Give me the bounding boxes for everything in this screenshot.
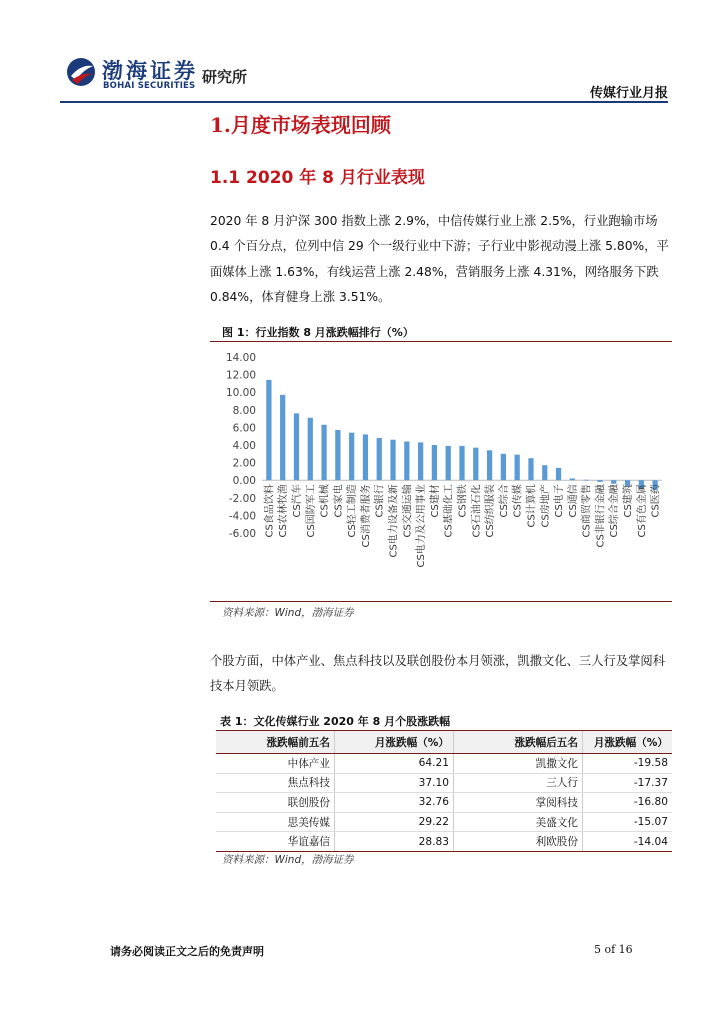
- bar: [321, 425, 326, 480]
- x-tick-label: CS基础化工: [443, 484, 455, 538]
- y-tick-label: -4.00: [228, 510, 256, 523]
- header-rule: [60, 101, 668, 103]
- y-tick-label: -2.00: [228, 492, 256, 505]
- top-stock-change: 32.76: [335, 793, 454, 813]
- bar: [570, 478, 575, 480]
- figure-top-rule: [210, 341, 672, 342]
- section-heading: 1.月度市场表现回顾: [210, 113, 391, 137]
- table-source: 资料来源：Wind，渤海证券: [222, 854, 354, 866]
- x-tick-label: CS银行: [374, 484, 386, 518]
- bar: [404, 441, 409, 480]
- figure-source: 资料来源：Wind，渤海证券: [222, 607, 354, 619]
- bar: [432, 445, 437, 480]
- x-tick-label: CS家电: [333, 484, 345, 518]
- x-tick-label: CS电力设备及新: [388, 484, 400, 558]
- page-number: 5 of 16: [594, 943, 633, 956]
- x-tick-label: CS通信: [567, 484, 579, 518]
- x-tick-label: CS钢铁: [457, 484, 469, 518]
- bottom-stock-name: 利欧股份: [454, 832, 583, 852]
- table-row: [216, 773, 672, 793]
- top-stock-change: 29.22: [335, 812, 454, 832]
- top-stock-change: 37.10: [335, 773, 454, 793]
- y-tick-label: 0.00: [232, 475, 256, 488]
- stock-paragraph: 个股方面，中体产业、焦点科技以及联创股份本月领涨，凯撒文化、三人行及掌阅科技本月领跌。: [210, 654, 665, 694]
- x-tick-label: CS食品饮料: [264, 484, 276, 538]
- bottom-stock-name: 掌阅科技: [454, 793, 583, 813]
- top-stock-change: 28.83: [335, 832, 454, 852]
- table-row: [216, 812, 672, 832]
- bar: [308, 418, 313, 480]
- x-tick-label: CS汽车: [291, 484, 303, 518]
- x-tick-label: CS电子: [554, 484, 566, 518]
- table-caption: 表 1：文化传媒行业 2020 年 8 月个股涨跌幅: [220, 715, 451, 728]
- bar: [390, 440, 395, 480]
- bar: [473, 448, 478, 481]
- y-tick-label: 12.00: [225, 369, 256, 382]
- bottom-stock-name: 美盛文化: [454, 812, 583, 832]
- bottom-stock-change: -14.04: [583, 832, 673, 852]
- y-tick-label: 10.00: [225, 387, 256, 400]
- x-tick-label: CS非银行金融: [595, 484, 607, 548]
- bar: [266, 380, 271, 480]
- bar: [611, 480, 616, 484]
- y-tick-label: 6.00: [232, 422, 256, 435]
- x-tick-label: CS传媒: [512, 484, 524, 518]
- bar: [501, 454, 506, 480]
- top-stock-name: 中体产业: [216, 754, 335, 774]
- bottom-stock-change: -17.37: [583, 773, 673, 793]
- x-tick-label: CS综合金融: [609, 484, 621, 538]
- x-tick-label: CS石油石化: [471, 484, 483, 538]
- x-tick-label: CS机械: [319, 484, 331, 518]
- bar: [584, 480, 589, 481]
- x-tick-label: CS计算机: [526, 484, 538, 528]
- bar: [556, 468, 561, 480]
- bar: [349, 433, 354, 481]
- bottom-stock-name: 三人行: [454, 773, 583, 793]
- industry-performance-paragraph: 2020 年 8 月沪深 300 指数上涨 2.9%，中信传媒行业上涨 2.5%，行业跑输市场 0.4 个百分点，位列中信 29 个一级行业中下游；子行业中影视动漫上涨 5.80%，平面媒体上涨 1.63%，有线运营上涨 2.48%，营销服务上涨 4.31%，网络服务下跌 0.84%，体育健身上涨 3.51%。: [210, 214, 669, 304]
- header-top5: 涨跌幅前五名: [216, 731, 335, 754]
- x-tick-label: CS建筑: [623, 484, 635, 518]
- bar: [294, 413, 299, 480]
- report-type: 传媒行业月报: [589, 86, 668, 101]
- bar: [335, 430, 340, 480]
- company-name-en: BOHAI SECURITIES: [103, 81, 196, 91]
- bar: [377, 438, 382, 480]
- bohai-logo-icon: [66, 56, 96, 88]
- x-tick-label: CS纺织服装: [485, 484, 497, 538]
- y-tick-label: 2.00: [232, 457, 256, 470]
- x-tick-label: CS综合: [498, 484, 510, 518]
- header-bottom5: 涨跌幅后五名: [454, 731, 583, 754]
- company-name-cn: 渤海证券: [102, 58, 198, 83]
- figure-caption: 图 1：行业指数 8 月涨跌幅排行（%）: [222, 326, 414, 339]
- x-tick-label: CS消费者服务: [360, 484, 372, 548]
- header-bottom5-change: 月涨跌幅（%）: [583, 731, 673, 754]
- x-tick-label: CS电力及公用事业: [416, 484, 428, 568]
- table-row: [216, 832, 672, 852]
- bottom-stock-change: -16.80: [583, 793, 673, 813]
- x-tick-label: CS有色金属: [636, 484, 648, 538]
- top-stock-name: 联创股份: [216, 793, 335, 813]
- top-stock-name: 思美传媒: [216, 812, 335, 832]
- x-tick-label: CS医药: [650, 484, 662, 518]
- table-row: [216, 793, 672, 813]
- bar: [280, 395, 285, 480]
- x-tick-label: CS交通运输: [402, 484, 414, 538]
- bar: [542, 465, 547, 480]
- stock-performance-table: [216, 730, 672, 852]
- subsection-heading: 1.1 2020 年 8 月行业表现: [210, 168, 425, 188]
- table-header-row: [216, 731, 672, 754]
- bar: [446, 446, 451, 480]
- x-tick-label: CS农林牧渔: [278, 484, 290, 538]
- x-tick-label: CS商贸零售: [581, 484, 593, 538]
- bar: [459, 446, 464, 480]
- bar: [597, 480, 602, 482]
- y-tick-label: -6.00: [228, 528, 256, 540]
- department-label: 研究所: [202, 68, 248, 86]
- bar: [528, 458, 533, 480]
- table-row: [216, 754, 672, 774]
- bottom-stock-change: -15.07: [583, 812, 673, 832]
- industry-bar-chart: [210, 343, 672, 600]
- header-top5-change: 月涨跌幅（%）: [335, 731, 454, 754]
- figure-bottom-rule: [210, 601, 672, 602]
- disclaimer-notice: 请务必阅读正文之后的免责声明: [110, 945, 264, 958]
- top-stock-change: 64.21: [335, 754, 454, 774]
- top-stock-name: 华谊嘉信: [216, 832, 335, 852]
- bar: [418, 442, 423, 480]
- y-tick-label: 4.00: [232, 440, 256, 452]
- bar: [363, 434, 368, 480]
- bar: [515, 455, 520, 481]
- top-stock-name: 焦点科技: [216, 773, 335, 793]
- x-tick-label: CS建材: [429, 484, 441, 518]
- x-tick-label: CS国防军工: [305, 484, 317, 538]
- x-tick-label: CS轻工制造: [347, 484, 359, 538]
- bottom-stock-change: -19.58: [583, 754, 673, 774]
- y-tick-label: 14.00: [225, 352, 256, 364]
- bottom-stock-name: 凯撒文化: [454, 754, 583, 774]
- x-tick-label: CS房地产: [540, 484, 552, 528]
- y-tick-label: 8.00: [232, 404, 256, 417]
- bar: [487, 450, 492, 480]
